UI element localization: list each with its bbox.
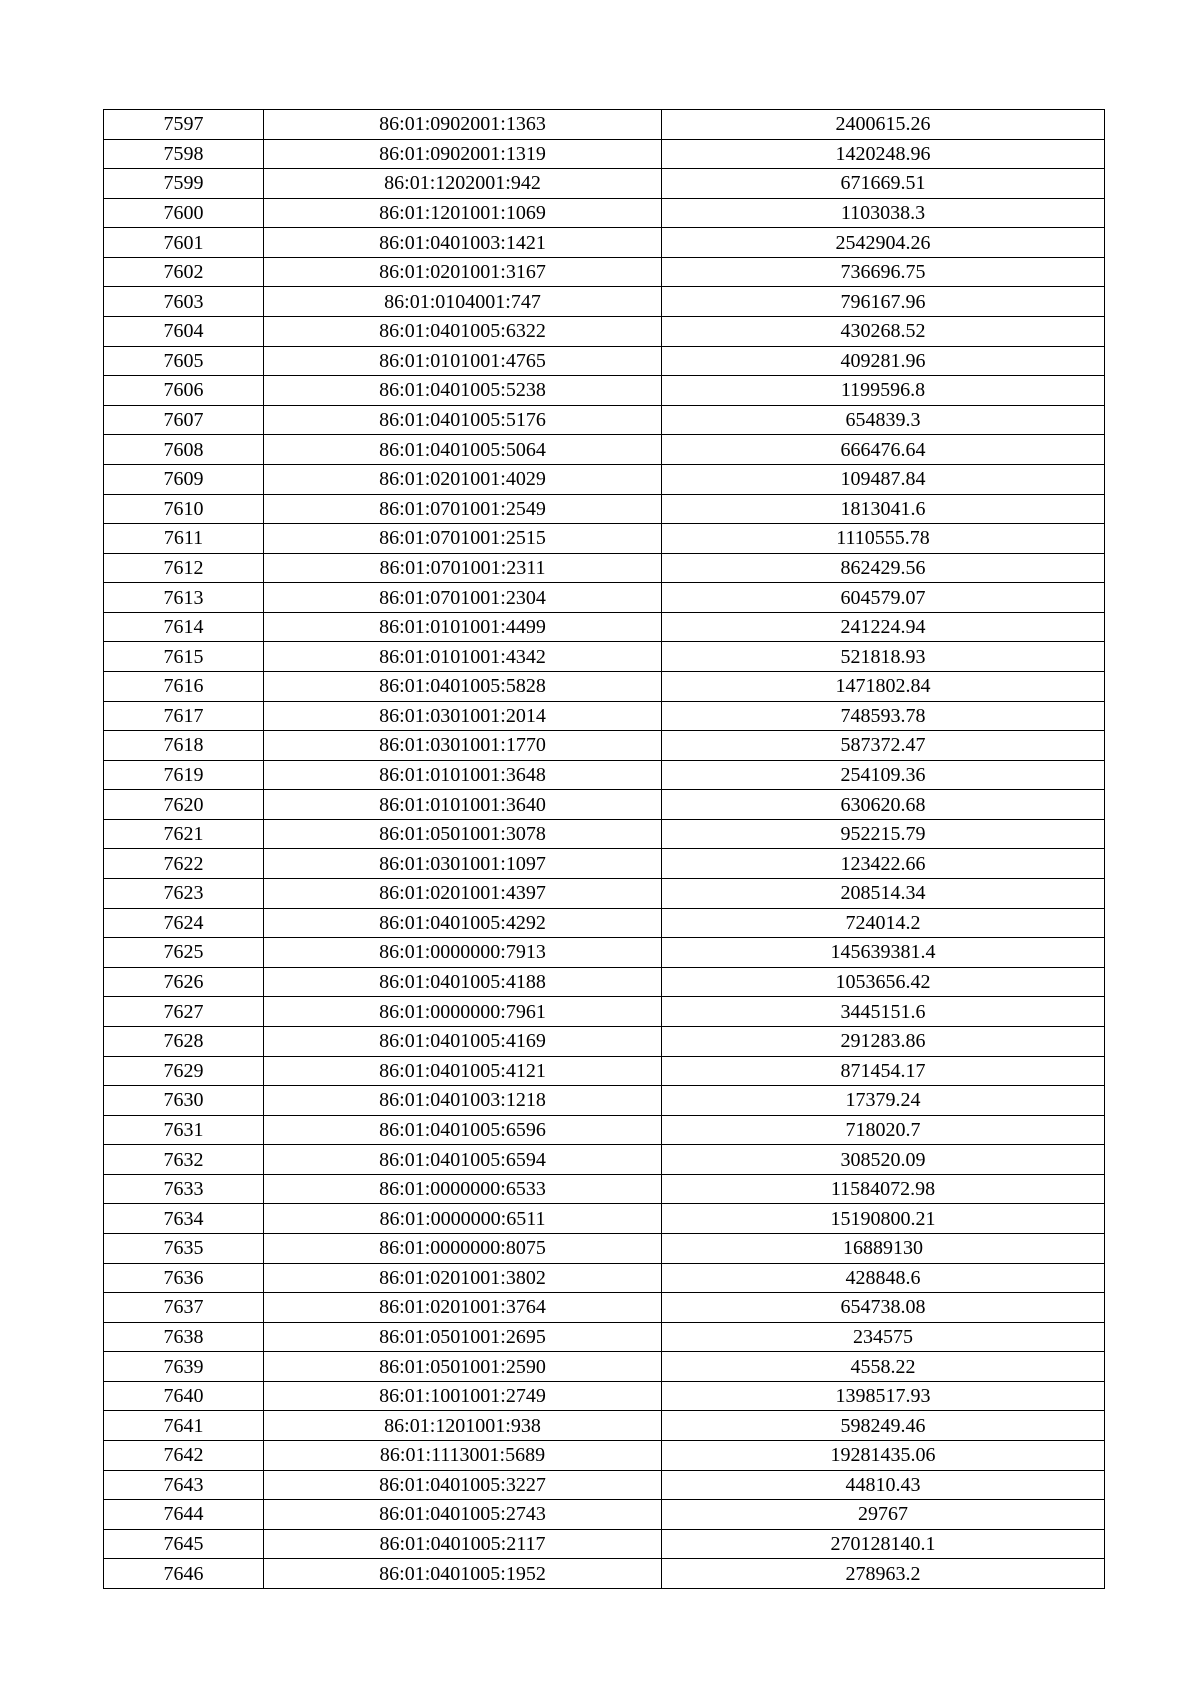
cadastral-value-cell: 796167.96 [662, 287, 1105, 317]
cadastral-value-cell: 11584072.98 [662, 1174, 1105, 1204]
table-row [104, 1263, 1105, 1293]
cadastral-number-cell: 86:01:0301001:2014 [264, 701, 662, 731]
row-number-cell: 7639 [104, 1352, 264, 1382]
cadastral-number-cell: 86:01:0201001:4397 [264, 879, 662, 909]
table-row [104, 760, 1105, 790]
table-row [104, 849, 1105, 879]
row-number-cell: 7600 [104, 198, 264, 228]
table-row [104, 553, 1105, 583]
cadastral-value-cell: 666476.64 [662, 435, 1105, 465]
row-number-cell: 7598 [104, 139, 264, 169]
cadastral-number-cell: 86:01:0401003:1421 [264, 228, 662, 258]
row-number-cell: 7630 [104, 1086, 264, 1116]
cadastral-number-cell: 86:01:0000000:6511 [264, 1204, 662, 1234]
row-number-cell: 7611 [104, 524, 264, 554]
cadastral-value-cell: 15190800.21 [662, 1204, 1105, 1234]
cadastral-value-cell: 1199596.8 [662, 376, 1105, 406]
row-number-cell: 7629 [104, 1056, 264, 1086]
cadastral-value-cell: 1053656.42 [662, 967, 1105, 997]
row-number-cell: 7615 [104, 642, 264, 672]
row-number-cell: 7604 [104, 317, 264, 347]
cadastral-value-cell: 654839.3 [662, 405, 1105, 435]
cadastral-number-cell: 86:01:0401005:6594 [264, 1145, 662, 1175]
row-number-cell: 7621 [104, 819, 264, 849]
row-number-cell: 7610 [104, 494, 264, 524]
row-number-cell: 7613 [104, 583, 264, 613]
cadastral-value-cell: 604579.07 [662, 583, 1105, 613]
row-number-cell: 7602 [104, 257, 264, 287]
cadastral-value-cell: 952215.79 [662, 819, 1105, 849]
table-row [104, 701, 1105, 731]
table-row [104, 612, 1105, 642]
table-row [104, 464, 1105, 494]
table-row [104, 1381, 1105, 1411]
table-row [104, 169, 1105, 199]
cadastral-number-cell: 86:01:1201001:1069 [264, 198, 662, 228]
row-number-cell: 7636 [104, 1263, 264, 1293]
cadastral-value-cell: 598249.46 [662, 1411, 1105, 1441]
row-number-cell: 7605 [104, 346, 264, 376]
cadastral-number-cell: 86:01:0701001:2311 [264, 553, 662, 583]
row-number-cell: 7619 [104, 760, 264, 790]
cadastral-number-cell: 86:01:0401005:2117 [264, 1529, 662, 1559]
cadastral-number-cell: 86:01:0701001:2515 [264, 524, 662, 554]
cadastral-value-cell: 241224.94 [662, 612, 1105, 642]
cadastral-value-cell: 19281435.06 [662, 1441, 1105, 1471]
cadastral-value-cell: 630620.68 [662, 790, 1105, 820]
cadastral-number-cell: 86:01:1201001:938 [264, 1411, 662, 1441]
cadastral-number-cell: 86:01:0501001:2590 [264, 1352, 662, 1382]
cadastral-number-cell: 86:01:0501001:3078 [264, 819, 662, 849]
cadastral-value-cell: 587372.47 [662, 731, 1105, 761]
table-row [104, 938, 1105, 968]
cadastral-value-cell: 1813041.6 [662, 494, 1105, 524]
cadastral-value-cell: 1420248.96 [662, 139, 1105, 169]
row-number-cell: 7618 [104, 731, 264, 761]
row-number-cell: 7627 [104, 997, 264, 1027]
row-number-cell: 7606 [104, 376, 264, 406]
row-number-cell: 7644 [104, 1500, 264, 1530]
cadastral-value-cell: 234575 [662, 1322, 1105, 1352]
table-row [104, 1233, 1105, 1263]
table-row [104, 1204, 1105, 1234]
cadastral-value-cell: 308520.09 [662, 1145, 1105, 1175]
cadastral-number-cell: 86:01:0301001:1097 [264, 849, 662, 879]
cadastral-number-cell: 86:01:0401005:5064 [264, 435, 662, 465]
cadastral-number-cell: 86:01:0401005:5176 [264, 405, 662, 435]
cadastral-value-cell: 736696.75 [662, 257, 1105, 287]
cadastral-number-cell: 86:01:1001001:2749 [264, 1381, 662, 1411]
table-row [104, 1056, 1105, 1086]
cadastral-value-cell: 871454.17 [662, 1056, 1105, 1086]
table-row [104, 317, 1105, 347]
row-number-cell: 7609 [104, 464, 264, 494]
table-row [104, 671, 1105, 701]
row-number-cell: 7597 [104, 110, 264, 140]
cadastral-value-cell: 1103038.3 [662, 198, 1105, 228]
cadastral-value-cell: 1398517.93 [662, 1381, 1105, 1411]
row-number-cell: 7617 [104, 701, 264, 731]
table-row [104, 435, 1105, 465]
cadastral-number-cell: 86:01:0401005:4292 [264, 908, 662, 938]
table-row [104, 376, 1105, 406]
cadastral-number-cell: 86:01:0401005:1952 [264, 1559, 662, 1589]
cadastral-value-cell: 208514.34 [662, 879, 1105, 909]
cadastral-number-cell: 86:01:1202001:942 [264, 169, 662, 199]
table-row [104, 1352, 1105, 1382]
table-row [104, 110, 1105, 140]
cadastral-value-cell: 2542904.26 [662, 228, 1105, 258]
cadastral-number-cell: 86:01:0000000:7913 [264, 938, 662, 968]
cadastral-number-cell: 86:01:0101001:3648 [264, 760, 662, 790]
row-number-cell: 7624 [104, 908, 264, 938]
cadastral-number-cell: 86:01:0201001:3764 [264, 1293, 662, 1323]
row-number-cell: 7601 [104, 228, 264, 258]
row-number-cell: 7638 [104, 1322, 264, 1352]
row-number-cell: 7633 [104, 1174, 264, 1204]
cadastral-value-table [103, 109, 1105, 1589]
cadastral-number-cell: 86:01:0201001:3802 [264, 1263, 662, 1293]
row-number-cell: 7614 [104, 612, 264, 642]
table-row [104, 1500, 1105, 1530]
table-row [104, 1441, 1105, 1471]
cadastral-number-cell: 86:01:0101001:3640 [264, 790, 662, 820]
table-row [104, 790, 1105, 820]
cadastral-value-cell: 2400615.26 [662, 110, 1105, 140]
cadastral-value-cell: 145639381.4 [662, 938, 1105, 968]
table-row [104, 583, 1105, 613]
cadastral-number-cell: 86:01:0000000:7961 [264, 997, 662, 1027]
cadastral-number-cell: 86:01:0902001:1319 [264, 139, 662, 169]
row-number-cell: 7599 [104, 169, 264, 199]
cadastral-value-cell: 428848.6 [662, 1263, 1105, 1293]
table-row [104, 819, 1105, 849]
row-number-cell: 7607 [104, 405, 264, 435]
cadastral-value-cell: 254109.36 [662, 760, 1105, 790]
row-number-cell: 7612 [104, 553, 264, 583]
table-row [104, 228, 1105, 258]
cadastral-number-cell: 86:01:0401005:6596 [264, 1115, 662, 1145]
cadastral-number-cell: 86:01:0101001:4765 [264, 346, 662, 376]
cadastral-number-cell: 86:01:0401003:1218 [264, 1086, 662, 1116]
cadastral-value-cell: 521818.93 [662, 642, 1105, 672]
cadastral-number-cell: 86:01:0104001:747 [264, 287, 662, 317]
row-number-cell: 7635 [104, 1233, 264, 1263]
row-number-cell: 7637 [104, 1293, 264, 1323]
table-row [104, 997, 1105, 1027]
row-number-cell: 7628 [104, 1026, 264, 1056]
cadastral-value-cell: 409281.96 [662, 346, 1105, 376]
cadastral-value-cell: 29767 [662, 1500, 1105, 1530]
cadastral-number-cell: 86:01:0301001:1770 [264, 731, 662, 761]
table-row [104, 1470, 1105, 1500]
table-row [104, 731, 1105, 761]
table-row [104, 879, 1105, 909]
row-number-cell: 7631 [104, 1115, 264, 1145]
cadastral-value-cell: 724014.2 [662, 908, 1105, 938]
cadastral-value-cell: 109487.84 [662, 464, 1105, 494]
table-row [104, 908, 1105, 938]
cadastral-number-cell: 86:01:0701001:2304 [264, 583, 662, 613]
row-number-cell: 7603 [104, 287, 264, 317]
row-number-cell: 7643 [104, 1470, 264, 1500]
row-number-cell: 7641 [104, 1411, 264, 1441]
cadastral-value-cell: 291283.86 [662, 1026, 1105, 1056]
table-row [104, 198, 1105, 228]
table-row [104, 346, 1105, 376]
table-row [104, 1411, 1105, 1441]
cadastral-number-cell: 86:01:0501001:2695 [264, 1322, 662, 1352]
cadastral-value-cell: 748593.78 [662, 701, 1105, 731]
table-row [104, 1174, 1105, 1204]
cadastral-number-cell: 86:01:0401005:2743 [264, 1500, 662, 1530]
table-row [104, 139, 1105, 169]
cadastral-number-cell: 86:01:1113001:5689 [264, 1441, 662, 1471]
cadastral-number-cell: 86:01:0101001:4499 [264, 612, 662, 642]
cadastral-value-cell: 430268.52 [662, 317, 1105, 347]
table-row [104, 642, 1105, 672]
cadastral-value-cell: 123422.66 [662, 849, 1105, 879]
cadastral-number-cell: 86:01:0201001:4029 [264, 464, 662, 494]
cadastral-number-cell: 86:01:0000000:6533 [264, 1174, 662, 1204]
cadastral-value-cell: 654738.08 [662, 1293, 1105, 1323]
row-number-cell: 7623 [104, 879, 264, 909]
cadastral-number-cell: 86:01:0902001:1363 [264, 110, 662, 140]
row-number-cell: 7622 [104, 849, 264, 879]
table-row [104, 1086, 1105, 1116]
cadastral-value-cell: 3445151.6 [662, 997, 1105, 1027]
cadastral-number-cell: 86:01:0401005:4121 [264, 1056, 662, 1086]
cadastral-value-cell: 4558.22 [662, 1352, 1105, 1382]
cadastral-number-cell: 86:01:0401005:5238 [264, 376, 662, 406]
cadastral-number-cell: 86:01:0401005:4169 [264, 1026, 662, 1056]
cadastral-value-cell: 16889130 [662, 1233, 1105, 1263]
table-row [104, 287, 1105, 317]
cadastral-number-cell: 86:01:0401005:5828 [264, 671, 662, 701]
row-number-cell: 7632 [104, 1145, 264, 1175]
row-number-cell: 7640 [104, 1381, 264, 1411]
table-row [104, 405, 1105, 435]
cadastral-value-cell: 17379.24 [662, 1086, 1105, 1116]
cadastral-number-cell: 86:01:0000000:8075 [264, 1233, 662, 1263]
table-row [104, 1293, 1105, 1323]
cadastral-value-cell: 1471802.84 [662, 671, 1105, 701]
cadastral-value-cell: 1110555.78 [662, 524, 1105, 554]
row-number-cell: 7625 [104, 938, 264, 968]
cadastral-value-cell: 270128140.1 [662, 1529, 1105, 1559]
cadastral-value-cell: 862429.56 [662, 553, 1105, 583]
table-row [104, 1145, 1105, 1175]
table-body [104, 110, 1105, 1589]
row-number-cell: 7645 [104, 1529, 264, 1559]
cadastral-number-cell: 86:01:0101001:4342 [264, 642, 662, 672]
row-number-cell: 7646 [104, 1559, 264, 1589]
table-row [104, 494, 1105, 524]
table-row [104, 1559, 1105, 1589]
cadastral-value-cell: 671669.51 [662, 169, 1105, 199]
row-number-cell: 7620 [104, 790, 264, 820]
table-row [104, 1529, 1105, 1559]
table-row [104, 1026, 1105, 1056]
row-number-cell: 7642 [104, 1441, 264, 1471]
row-number-cell: 7626 [104, 967, 264, 997]
row-number-cell: 7634 [104, 1204, 264, 1234]
cadastral-number-cell: 86:01:0701001:2549 [264, 494, 662, 524]
table-row [104, 524, 1105, 554]
cadastral-number-cell: 86:01:0401005:6322 [264, 317, 662, 347]
cadastral-number-cell: 86:01:0401005:3227 [264, 1470, 662, 1500]
cadastral-value-cell: 44810.43 [662, 1470, 1105, 1500]
row-number-cell: 7616 [104, 671, 264, 701]
cadastral-value-cell: 718020.7 [662, 1115, 1105, 1145]
table-row [104, 1322, 1105, 1352]
cadastral-value-cell: 278963.2 [662, 1559, 1105, 1589]
cadastral-number-cell: 86:01:0401005:4188 [264, 967, 662, 997]
table-row [104, 257, 1105, 287]
table-row [104, 967, 1105, 997]
row-number-cell: 7608 [104, 435, 264, 465]
cadastral-number-cell: 86:01:0201001:3167 [264, 257, 662, 287]
table-row [104, 1115, 1105, 1145]
